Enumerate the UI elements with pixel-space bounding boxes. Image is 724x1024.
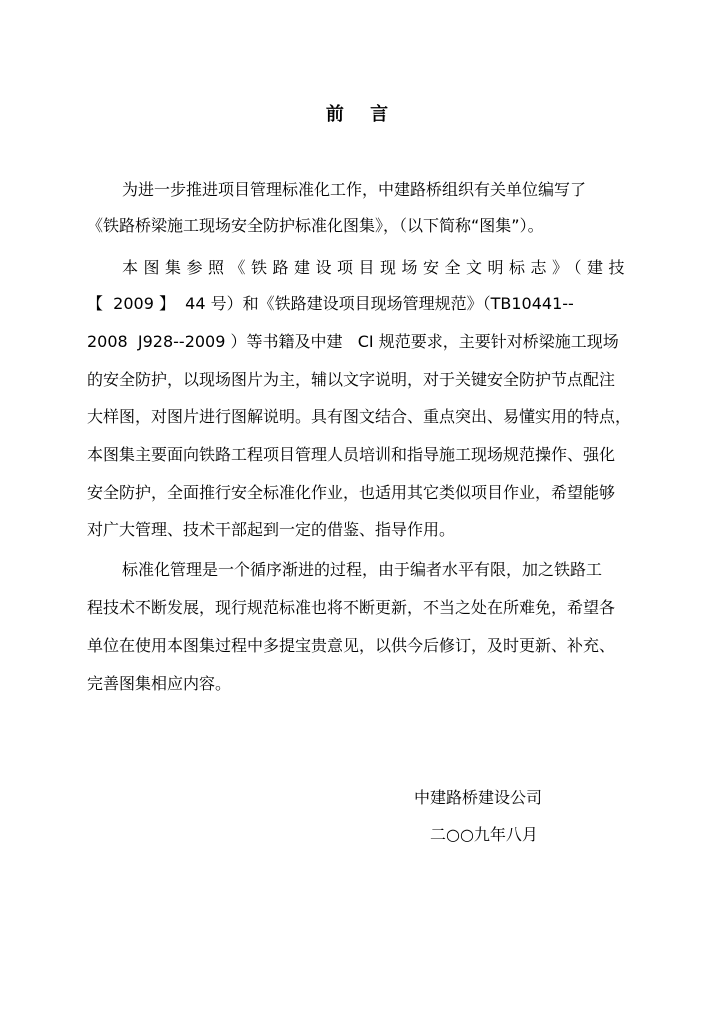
- paragraph-2-line-5: 大样图，对图片进行图解说明。具有图文结合、重点突出、易懂实用的特点，: [87, 407, 632, 426]
- paragraph-2-line-6: 本图集主要面向铁路工程项目管理人员培训和指导施工现场规范操作、强化: [87, 445, 616, 464]
- signature-organization: 中建路桥建设公司: [414, 788, 543, 807]
- paragraph-3-line-4: 完善图集相应内容。: [87, 674, 232, 693]
- paragraph-2-line-2: 【 2009 】 44 号）和《铁路建设项目现场管理规范》（TB10441--: [87, 294, 574, 313]
- paragraph-2-line-8: 对广大管理、技术干部起到一定的借鉴、指导作用。: [87, 520, 456, 539]
- paragraph-2-line-7: 安全防护，全面推行安全标准化作业，也适用其它类似项目作业，希望能够: [87, 483, 616, 502]
- paragraph-1-line-2: 《铁路桥梁施工现场安全防护标准化图集》，（以下简称“图集”）。: [87, 216, 544, 235]
- paragraph-1-line-1: 为进一步推进项目管理标准化工作，中建路桥组织有关单位编写了: [122, 180, 587, 199]
- paragraph-2-line-1: 本图集参照《铁路建设项目现场安全文明标志》（建技: [122, 258, 631, 277]
- paragraph-3-line-3: 单位在使用本图集过程中多提宝贵意见，以供今后修订，及时更新、补充、: [87, 636, 616, 655]
- paragraph-3-line-2: 程技术不断发展，现行规范标准也将不断更新，不当之处在所难免，希望各: [87, 598, 616, 617]
- paragraph-3-line-1: 标准化管理是一个循序渐进的过程，由于编者水平有限，加之铁路工: [122, 560, 603, 579]
- signature-date: 二○○九年八月: [430, 825, 538, 844]
- page-title: 前 言: [325, 104, 399, 125]
- paragraph-2-line-3: 2008 J928--2009 ）等书籍及中建 CI 规范要求，主要针对桥梁施工现场: [87, 332, 619, 351]
- paragraph-2-line-4: 的安全防护，以现场图片为主，辅以文字说明，对于关键安全防护节点配注: [87, 370, 616, 389]
